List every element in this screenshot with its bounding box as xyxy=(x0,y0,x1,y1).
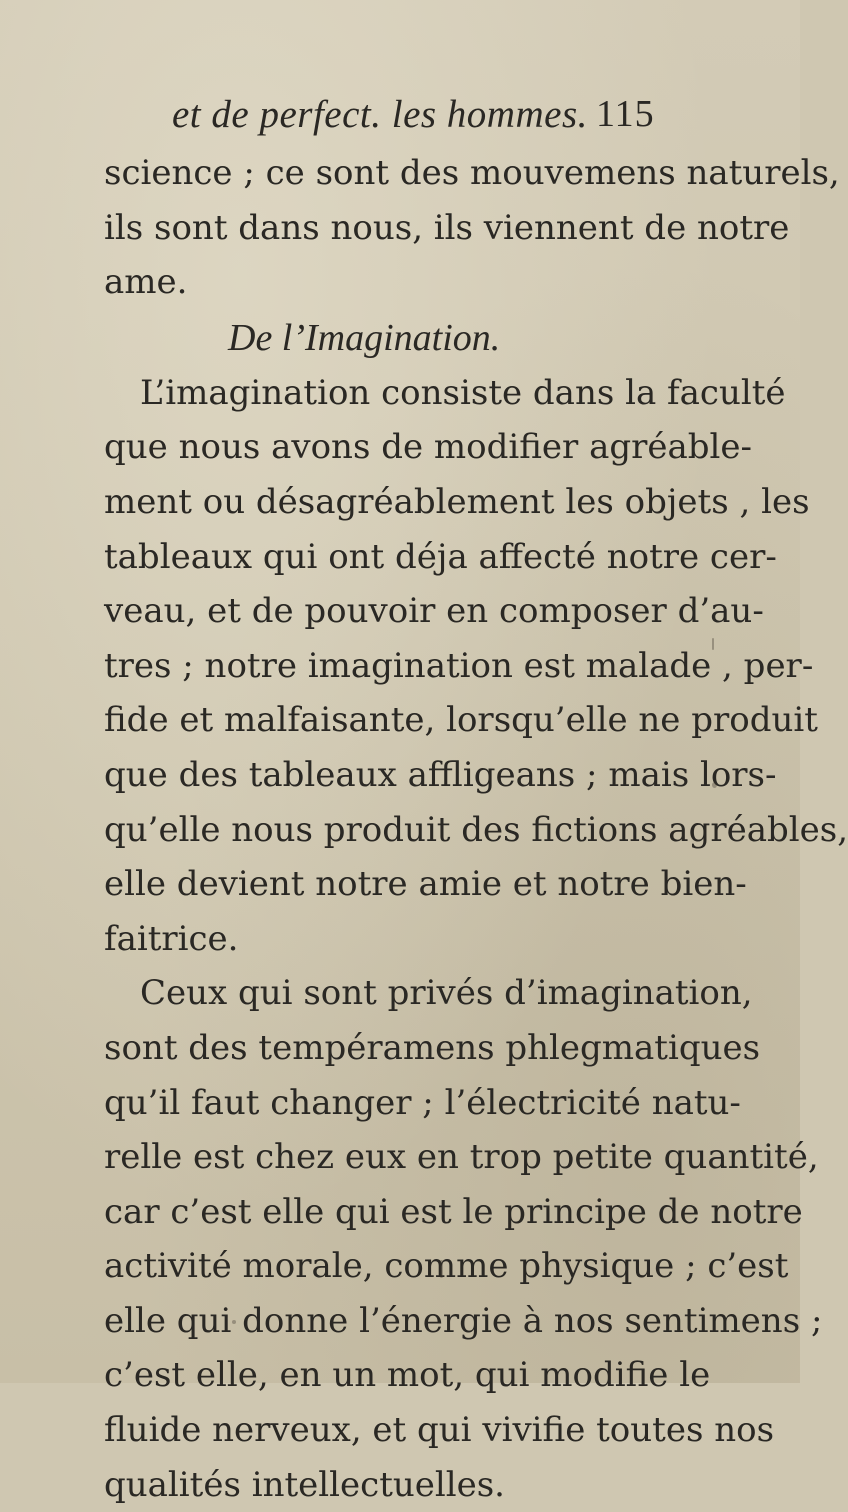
paragraph-1 xyxy=(104,146,840,310)
text-line: science ; ce sont des mouvemens naturels, xyxy=(104,153,840,193)
text-line: relle est chez eux en trop petite quantité, xyxy=(104,1137,819,1178)
text-line: tres ; notre imagination est malade , per- xyxy=(104,645,814,686)
text-line: ils sont dans nous, ils viennent de notre xyxy=(104,207,790,248)
text-line: ame. xyxy=(104,262,188,303)
text-line: que des tableaux affligeans ; mais lors- xyxy=(104,754,777,795)
text-line: veau, et de pouvoir en composer d’au- xyxy=(104,591,764,632)
text-line: car c’est elle qui est le principe de notre xyxy=(104,1191,803,1232)
page-number: 115 xyxy=(596,93,655,135)
text-line: tableaux qui ont déja affecté notre cer- xyxy=(104,536,777,577)
paper-speck xyxy=(440,1260,443,1278)
running-head xyxy=(0,92,800,142)
paragraph-2 xyxy=(104,366,848,967)
section-heading: De l’Imagination. xyxy=(228,316,501,359)
body-text xyxy=(104,146,848,1512)
text-line: ment ou désagréablement les objets , les xyxy=(104,481,810,522)
text-line: qu’elle nous produit des fictions agréables, xyxy=(104,809,848,850)
text-line: L’imagination consiste dans la faculté xyxy=(140,372,786,413)
text-line: Ceux qui sont privés d’imagination, xyxy=(140,973,753,1014)
text-line: faitrice. xyxy=(104,918,239,959)
paragraph-3 xyxy=(104,966,823,1512)
text-line: elle qui donne l’énergie à nos sentimens ; xyxy=(104,1300,823,1341)
running-head-title: et de perfect. les hommes. xyxy=(172,93,588,136)
paper-speck xyxy=(712,782,717,788)
text-line: que nous avons de modifier agréable- xyxy=(104,427,753,468)
paper-speck xyxy=(232,1320,236,1324)
text-line: activité morale, comme physique ; c’est xyxy=(104,1246,789,1287)
text-line: qualités intellectuelles. xyxy=(104,1464,505,1505)
text-line: sont des tempéramens phlegmatiques xyxy=(104,1027,761,1068)
text-line: c’est elle, en un mot, qui modifie le xyxy=(104,1355,711,1396)
text-line: fide et malfaisante, lorsqu’elle ne produit xyxy=(104,700,818,741)
text-line: elle devient notre amie et notre bien- xyxy=(104,864,747,905)
text-line: qu’il faut changer ; l’électricité natu- xyxy=(104,1082,741,1123)
text-line: fluide nerveux, et qui vivifie toutes nos xyxy=(104,1410,775,1451)
paper-speck xyxy=(712,638,714,650)
